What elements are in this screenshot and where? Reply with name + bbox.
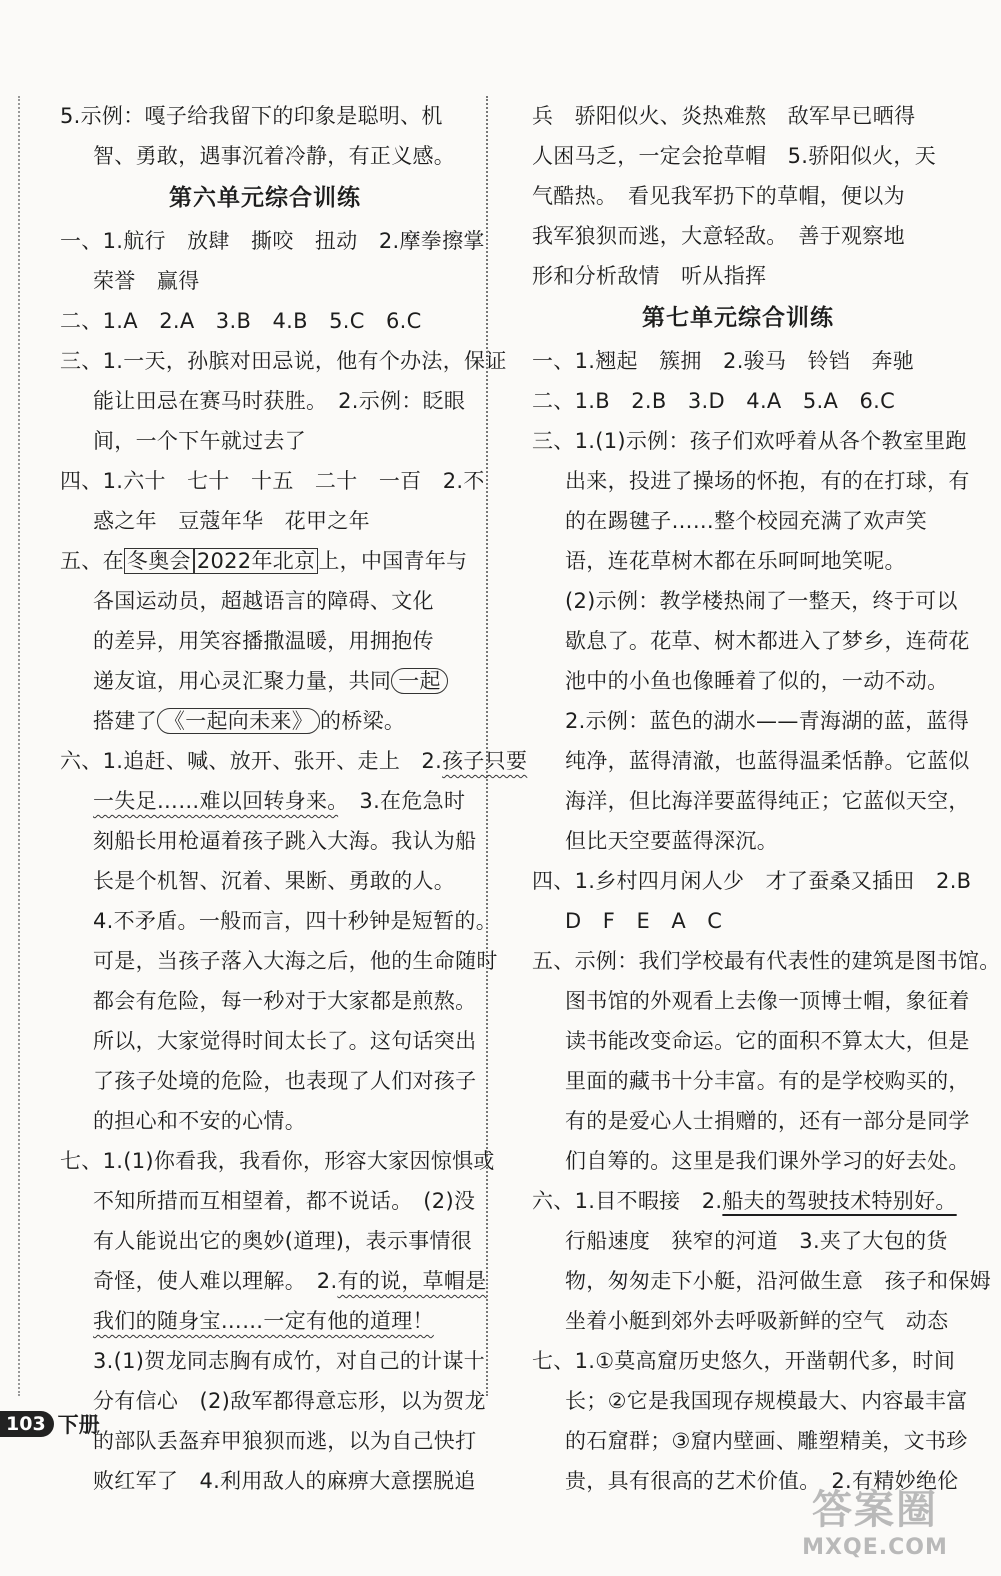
answer-line: 贵，具有很高的艺术价值。 2.有精妙绝伦 — [565, 1469, 959, 1493]
circled-answer: 一起 — [391, 668, 448, 694]
answer-line: 2.示例：蓝色的湖水——青海湖的蓝，蓝得 — [565, 709, 970, 733]
answer-line: 4.不矛盾。一般而言，四十秒钟是短暂的。 — [93, 909, 498, 933]
text-segment: 六、1.追赶、喊、放开、张开、走上 2. — [60, 749, 443, 773]
answer-line: 智、勇敢，遇事沉着冷静，有正义感。 — [93, 144, 456, 168]
answer-line — [532, 1181, 957, 1221]
answer-line: 海洋，但比海洋要蓝得纯正；它蓝似天空， — [565, 789, 970, 813]
text-segment: 五、在 — [60, 549, 124, 573]
answer-line: 刻船长用枪逼着孩子跳入大海。我认为船 — [93, 829, 477, 853]
answer-line — [60, 1301, 470, 1341]
answer-line: 有人能说出它的奥妙(道理)，表示事情很 — [93, 1229, 473, 1253]
answer-line: 荣誉 赢得 — [93, 269, 200, 293]
right-column — [532, 96, 1001, 1501]
text-segment: 递友谊，用心灵汇聚力量，共同 — [93, 669, 392, 693]
answer-line — [60, 661, 470, 701]
answer-line: 分有信心 (2)敌军都得意忘形，以为贺龙 — [93, 1389, 486, 1413]
answer-line: 形和分析敌情 听从指挥 — [532, 264, 767, 288]
answer-line: 但比天空要蓝得深沉。 — [565, 829, 778, 853]
wavy-underlined-text: 我们的随身宝……一定有他的道理！ — [93, 1309, 434, 1333]
page-number: 103 — [0, 1411, 54, 1437]
answer-line: 行船速度 狭窄的河道 3.夹了大包的货 — [565, 1229, 948, 1253]
unit-7-heading: 第七单元综合训练 — [642, 305, 834, 331]
answer-line: 坐着小艇到郊外去呼吸新鲜的空气 动态 — [565, 1309, 949, 1333]
answer-line — [60, 781, 470, 821]
answer-line: 语，连花草树木都在乐呵呵地笑呢。 — [565, 549, 906, 573]
answer-line: D F E A C — [565, 909, 723, 933]
answer-line: 出来，投进了操场的怀抱，有的在打球，有 — [565, 469, 970, 493]
answer-line: 五、示例：我们学校最有代表性的建筑是图书馆。 — [532, 949, 1001, 973]
answer-line: 读书能改变命运。它的面积不算太大，但是 — [565, 1029, 970, 1053]
answer-line: 们自筹的。这里是我们课外学习的好去处。 — [565, 1149, 970, 1173]
circled-answer: 《一起向未来》 — [157, 708, 320, 734]
watermark-title: 答案圈 — [812, 1487, 938, 1533]
text-segment: 的桥梁。 — [320, 709, 406, 733]
answer-line: 兵 骄阳似火、炎热难熬 敌军早已晒得 — [532, 104, 916, 128]
page-footer — [0, 1404, 100, 1444]
answer-line: 的差异，用笑容播撒温暖，用拥抱传 — [93, 629, 434, 653]
answer-line: 七、1.①莫高窟历史悠久，开凿朝代多，时间 — [532, 1349, 956, 1373]
answer-line: 的在踢毽子……整个校园充满了欢声笑 — [565, 509, 928, 533]
answer-line: 的担心和不安的心情。 — [93, 1109, 306, 1133]
page-edge-dotted-line — [18, 96, 20, 1396]
answer-line: 3.(1)贺龙同志胸有成竹，对自己的计谋十 — [93, 1349, 486, 1373]
answer-line: 的石窟群；③窟内壁画、雕塑精美，文书珍 — [565, 1429, 968, 1453]
answer-line: 图书馆的外观看上去像一顶博士帽，象征着 — [565, 989, 970, 1013]
answer-line: 所以，大家觉得时间太长了。这句话突出 — [93, 1029, 477, 1053]
answer-line — [60, 741, 528, 781]
answer-line: 长；②它是我国现存规模最大、内容最丰富 — [565, 1389, 968, 1413]
unit-6-heading: 第六单元综合训练 — [169, 185, 361, 211]
answer-line: 不知所措而互相望着，都不说话。 (2)没 — [93, 1189, 476, 1213]
answer-line: 了孩子处境的危险，也表现了人们对孩子 — [93, 1069, 477, 1093]
column-divider — [486, 96, 488, 1396]
text-segment: 搭建了 — [93, 709, 157, 733]
answer-line: 纯净，蓝得清澈，也蓝得温柔恬静。它蓝似 — [565, 749, 970, 773]
answer-line: 惑之年 豆蔻年华 花甲之年 — [93, 509, 370, 533]
boxed-answer: 2022年北京 — [194, 548, 319, 574]
answer-line: 有的是爱心人士捐赠的，还有一部分是同学 — [565, 1109, 970, 1133]
answer-line: 的部队丢盔弃甲狼狈而逃，以为自己快打 — [93, 1429, 477, 1453]
answer-line: 能让田忌在赛马时获胜。 2.示例：眨眼 — [93, 389, 466, 413]
answer-line: 三、1.一天，孙膑对田忌说，他有个办法，保证 — [60, 349, 507, 373]
answer-line — [60, 701, 470, 741]
answer-line: 七、1.(1)你看我，我看你，形容大家因惊惧或 — [60, 1149, 495, 1173]
answer-line: 间，一个下午就过去了 — [93, 429, 306, 453]
text-segment: 3.在危急时 — [338, 789, 466, 813]
answer-line: 二、1.B 2.B 3.D 4.A 5.A 6.C — [532, 389, 896, 413]
answer-line: 里面的藏书十分丰富。有的是学校购买的， — [565, 1069, 970, 1093]
answer-line: 四、1.乡村四月闲人少 才了蚕桑又插田 2.B — [532, 869, 972, 893]
answer-line: 可是，当孩子落入大海之后，他的生命随时 — [93, 949, 498, 973]
answer-line: 二、1.A 2.A 3.B 4.B 5.C 6.C — [60, 309, 422, 333]
answer-line: 5.示例：嘎子给我留下的印象是聪明、机 — [60, 104, 443, 128]
wavy-underlined-text: 有的说，草帽是 — [337, 1269, 487, 1293]
answer-line: 一、1.翘起 簇拥 2.骏马 铃铛 奔驰 — [532, 349, 915, 373]
left-column — [57, 96, 528, 1501]
underlined-text: 船夫的驾驶技术特别好。 — [722, 1189, 957, 1213]
answer-line — [60, 1261, 487, 1301]
answer-line: 三、1.(1)示例：孩子们欢呼着从各个教室里跑 — [532, 429, 967, 453]
watermark-url: MXQE.COM — [802, 1535, 948, 1560]
answer-line: 人困马乏，一定会抢草帽 5.骄阳似火，天 — [532, 144, 937, 168]
answer-line: 物，匆匆走下小艇，沿河做生意 孩子和保姆 — [565, 1269, 991, 1293]
answer-line: (2)示例：教学楼热闹了一整天，终于可以 — [565, 589, 958, 613]
answer-line: 败红军了 4.利用敌人的麻痹大意摆脱追 — [93, 1469, 476, 1493]
wavy-underlined-text: 孩子只要 — [442, 749, 528, 773]
answer-line: 都会有危险，每一秒对于大家都是煎熬。 — [93, 989, 477, 1013]
answer-line: 歇息了。花草、树木都进入了梦乡，连荷花 — [565, 629, 970, 653]
answer-line: 气酷热。 看见我军扔下的草帽，便以为 — [532, 184, 905, 208]
text-segment: 上，中国青年与 — [318, 549, 468, 573]
text-segment: 奇怪，使人难以理解。 2. — [93, 1269, 338, 1293]
boxed-answer: 冬奥会 — [124, 548, 194, 574]
wavy-underlined-text: 一失足……难以回转身来。 — [93, 789, 339, 813]
watermark-logo — [780, 1478, 970, 1560]
answer-line: 一、1.航行 放肆 撕咬 扭动 2.摩拳擦掌 — [60, 229, 485, 253]
answer-line: 池中的小鱼也像睡着了似的，一动不动。 — [565, 669, 949, 693]
answer-line: 我军狼狈而逃，大意轻敌。 善于观察地 — [532, 224, 905, 248]
answer-line: 长是个机智、沉着、果断、勇敢的人。 — [93, 869, 456, 893]
answer-line: 四、1.六十 七十 十五 二十 一百 2.不 — [60, 469, 485, 493]
text-segment: 六、1.目不暇接 2. — [532, 1189, 723, 1213]
answer-line: 各国运动员，超越语言的障碍、文化 — [93, 589, 434, 613]
volume-label: 下册 — [57, 1413, 100, 1437]
answer-line — [60, 541, 470, 581]
